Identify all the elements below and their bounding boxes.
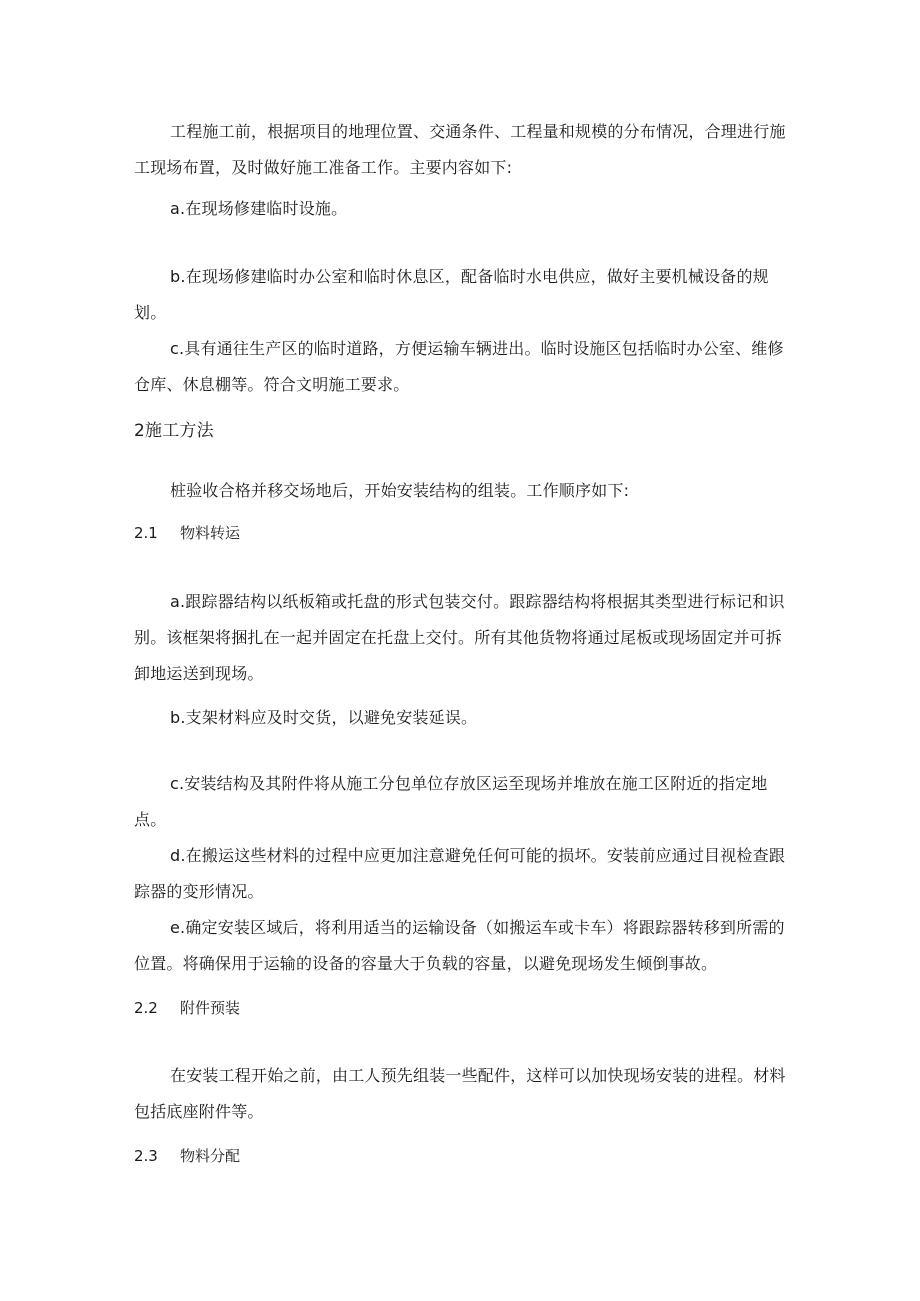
section-number: 2.3 bbox=[134, 1147, 158, 1165]
section-2-1-item-c: c.安装结构及其附件将从施工分包单位存放区运至现场并堆放在施工区附近的指定地点。 bbox=[134, 774, 768, 829]
section-2-1-item-a: a.跟踪器结构以纸板箱或托盘的形式包装交付。跟踪器结构将根据其类型进行标记和识别。该框架将捆扎在一起并固定在托盘上交付。所有其他货物将通过尾板或现场固定并可拆卸地运送到现场。 bbox=[134, 592, 785, 683]
section-title: 物料转运 bbox=[180, 524, 241, 542]
intro-item-c: c.具有通往生产区的临时道路，方便运输车辆进出。临时设施区包括临时办公室、维修仓库、休息棚等。符合文明施工要求。 bbox=[134, 339, 784, 394]
section-title: 物料分配 bbox=[180, 1147, 241, 1165]
section-2-1-item-d: d.在搬运这些材料的过程中应更加注意避免任何可能的损坏。安装前应通过目视检查跟踪器的变形情况。 bbox=[134, 846, 786, 901]
section-2-heading: 2施工方法 bbox=[134, 421, 214, 441]
section-2-3-heading bbox=[134, 1138, 240, 1174]
section-number: 2.1 bbox=[134, 524, 158, 542]
section-2-1-item-b: b.支架材料应及时交货，以避免安装延误。 bbox=[170, 708, 478, 727]
section-title: 附件预装 bbox=[180, 999, 241, 1017]
intro-item-b: b.在现场修建临时办公室和临时休息区，配备临时水电供应，做好主要机械设备的规划。 bbox=[134, 267, 769, 322]
section-2-1-heading bbox=[134, 515, 240, 551]
intro-item-a: a.在现场修建临时设施。 bbox=[170, 199, 348, 218]
intro-paragraph: 工程施工前，根据项目的地理位置、交通条件、工程量和规模的分布情况，合理进行施工现场布置，及时做好施工准备工作。主要内容如下: bbox=[134, 122, 786, 177]
section-number: 2.2 bbox=[134, 999, 158, 1017]
section-2-1-item-e: e.确定安装区域后，将利用适当的运输设备（如搬运车或卡车）将跟踪器转移到所需的位置。将确保用于运输的设备的容量大于负载的容量，以避免现场发生倾倒事故。 bbox=[134, 918, 785, 973]
section-2-2-heading bbox=[134, 990, 240, 1026]
section-2-paragraph: 桩验收合格并移交场地后，开始安装结构的组装。工作顺序如下: bbox=[170, 481, 630, 500]
section-2-2-paragraph: 在安装工程开始之前，由工人预先组装一些配件，这样可以加快现场安装的进程。材料包括底座附件等。 bbox=[134, 1066, 786, 1121]
